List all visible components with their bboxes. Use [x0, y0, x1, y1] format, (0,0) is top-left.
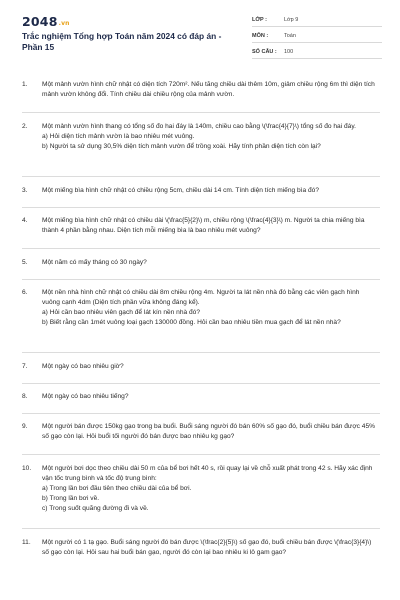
- question-number: 5.: [22, 259, 28, 266]
- question-body: [42, 216, 378, 236]
- question-body: [42, 464, 378, 514]
- question-text: Một ngày có bao nhiêu tiếng?: [42, 393, 129, 400]
- question-body: [42, 80, 378, 100]
- question-divider: [22, 383, 380, 384]
- question-body: [42, 362, 378, 372]
- question-text: Một miếng bìa hình chữ nhật có chiều dài \(\frac{5}{2}\) m, chiều rộng \(\frac{4}{3}\) m. Người ta chia miếng bìa thành 4 phần bằng nhau. Diện tích mỗi miếng bìa là bao nhiêu mét vuông?: [42, 217, 365, 234]
- meta-label: LỚP :: [252, 16, 267, 23]
- question-body: [42, 538, 378, 558]
- question-number: 3.: [22, 187, 28, 194]
- question-part: a) Hỏi cần bao nhiêu viên gạch để lát kín nền nhà đó?: [42, 309, 200, 316]
- question-part: c) Trong suốt quãng đường đi và về.: [42, 505, 149, 512]
- question-divider: [22, 279, 380, 280]
- question-number: 9.: [22, 423, 28, 430]
- question-item: [22, 216, 382, 236]
- meta-value: Lớp 9: [284, 16, 299, 23]
- question-number: 10.: [22, 465, 32, 472]
- question-number: 8.: [22, 393, 28, 400]
- question-number: 7.: [22, 363, 28, 370]
- question-number: 4.: [22, 217, 28, 224]
- question-body: [42, 258, 378, 268]
- meta-row-count: [252, 45, 382, 59]
- logo-text: 2048: [22, 14, 58, 29]
- question-item: [22, 258, 382, 268]
- question-item: [22, 186, 382, 196]
- question-divider: [22, 112, 380, 113]
- question-part: b) Biết rằng cần 1mét vuông loại gạch 130000 đồng. Hỏi cần bao nhiêu tiền mua gạch để lát nền nhà?: [42, 319, 341, 326]
- question-text: Một người có 1 tạ gạo. Buổi sáng người đó bán được \(\frac{2}{5}\) số gạo đó, buổi chiều bán được \(\frac{3}{4}\) số gạo còn lại. Hỏi sau hai buổi bán gạo, người đó còn lại bao nhiêu ki lô gam gạo?: [42, 539, 372, 556]
- question-text: Một ngày có bao nhiêu giờ?: [42, 363, 124, 370]
- question-text: Một năm có mấy tháng có 30 ngày?: [42, 259, 147, 266]
- question-part: b) Người ta sử dụng 30,5% diện tích mảnh vườn để trồng xoài. Hãy tính phần diện tích còn lại?: [42, 143, 321, 150]
- question-text: Một nền nhà hình chữ nhật có chiều dài 8m chiều rộng 4m. Người ta lát nền nhà đó bằng các viên gạch hình vuông cạnh 4dm (Diện tích phần vữa không đáng kể).: [42, 289, 360, 306]
- question-item: [22, 122, 382, 152]
- logo-suffix: .vn: [58, 20, 70, 27]
- meta-label: MÔN :: [252, 32, 269, 39]
- question-divider: [22, 352, 380, 353]
- question-number: 2.: [22, 123, 28, 130]
- question-item: [22, 392, 382, 402]
- question-divider: [22, 454, 380, 455]
- question-item: [22, 422, 382, 442]
- page-header: [0, 0, 400, 58]
- question-divider: [22, 413, 380, 414]
- question-item: [22, 288, 382, 328]
- question-text: Một mảnh vườn hình thang có tổng số đo hai đáy là 140m, chiều cao bằng \(\frac{4}{7}\) tổng số đo hai đáy.: [42, 123, 356, 130]
- document-title: Trắc nghiệm Tổng hợp Toán năm 2024 có đáp án - Phần 15: [22, 31, 222, 52]
- question-body: [42, 186, 378, 196]
- question-body: [42, 422, 378, 442]
- question-text: Một người bán được 150kg gạo trong ba buổi. Buổi sáng người đó bán 60% số gạo đó, buổi chiều bán được 45% số gạo còn lại. Hỏi buổi tối người đó bán được bao nhiêu kg gạo?: [42, 423, 375, 440]
- question-body: [42, 392, 378, 402]
- meta-panel: [252, 13, 382, 61]
- meta-value: Toán: [284, 32, 296, 39]
- question-text: Một người bơi dọc theo chiều dài 50 m của bể bơi hết 40 s, rồi quay lại về chỗ xuất phát trong 42 s. Hãy xác định vận tốc trung bình và tốc độ trung bình:: [42, 465, 373, 482]
- question-divider: [22, 528, 380, 529]
- question-divider: [22, 176, 380, 177]
- question-divider: [22, 248, 380, 249]
- question-number: 1.: [22, 81, 28, 88]
- question-item: [22, 362, 382, 372]
- question-part: a) Hỏi diện tích mảnh vườn là bao nhiêu mét vuông.: [42, 133, 195, 140]
- question-text: Một mảnh vườn hình chữ nhật có diện tích 720m². Nếu tăng chiều dài thêm 10m, giảm chiều rộng 6m thì diện tích mảnh vườn không đổi. Tính chiều dài chiều rộng của mảnh vườn.: [42, 81, 375, 98]
- question-number: 6.: [22, 289, 28, 296]
- site-logo[interactable]: [22, 14, 70, 29]
- question-part: b) Trong lần bơi về.: [42, 495, 100, 502]
- question-item: [22, 538, 382, 558]
- question-item: [22, 80, 382, 100]
- question-divider: [22, 207, 380, 208]
- question-text: Một miếng bìa hình chữ nhật có chiều rộng 5cm, chiều dài 14 cm. Tính diện tích miếng bìa đó?: [42, 187, 319, 194]
- question-part: a) Trong lần bơi đầu tiên theo chiều dài của bể bơi.: [42, 485, 192, 492]
- question-item: [22, 464, 382, 514]
- question-number: 11.: [22, 539, 31, 546]
- meta-row-grade: [252, 13, 382, 27]
- question-body: [42, 288, 378, 328]
- meta-value: 100: [284, 48, 294, 55]
- meta-row-subject: [252, 29, 382, 43]
- question-body: [42, 122, 378, 152]
- meta-label: SỐ CÂU :: [252, 48, 277, 55]
